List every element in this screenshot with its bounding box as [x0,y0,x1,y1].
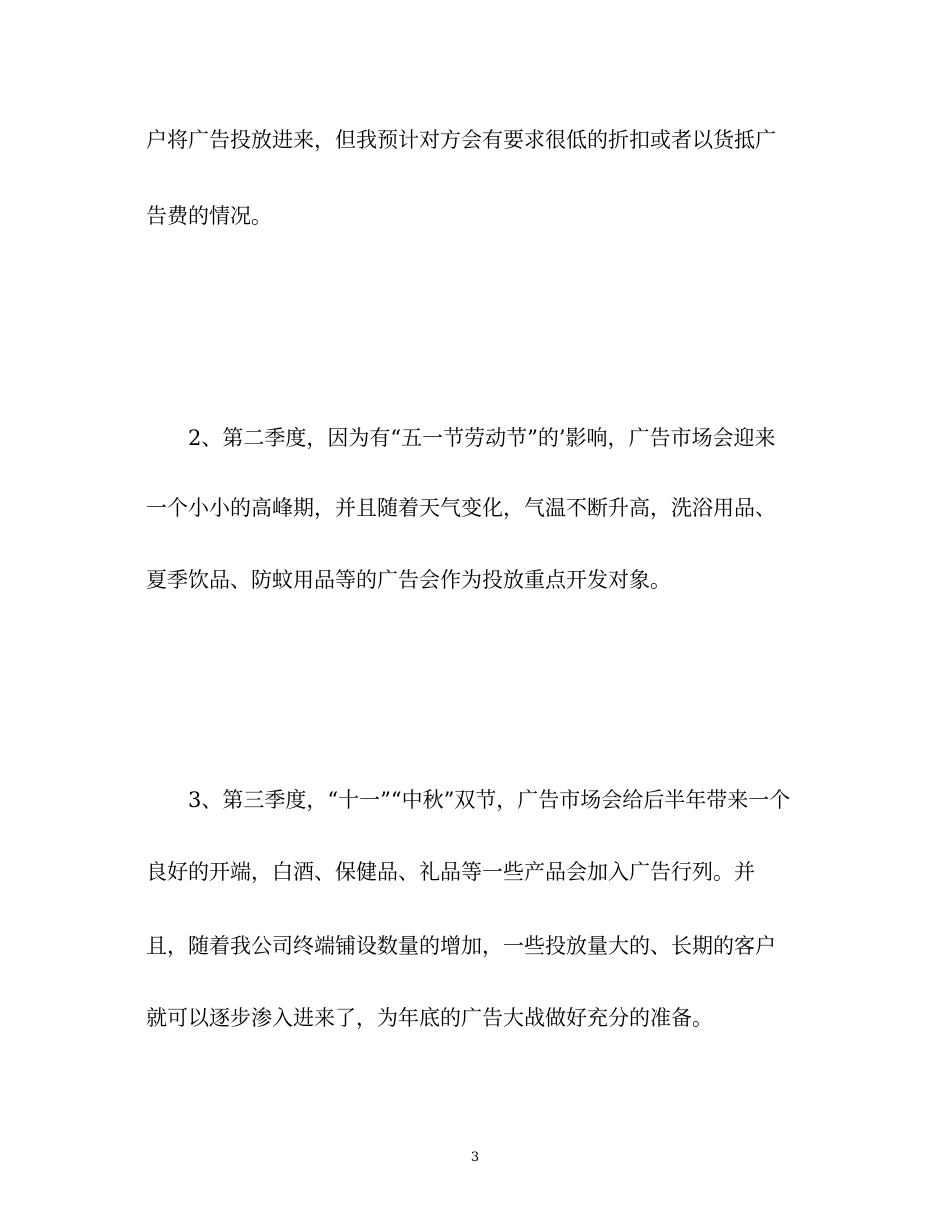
paragraph-2-line-1: 2、第二季度，因为有“五一节劳动节”的’影响，广告市场会迎来 [188,426,776,450]
paragraph-3-line-4: 就可以逐步渗入进来了，为年底的广告大战做好充分的准备。 [146,1006,713,1030]
paragraph-3-line-1: 3、第三季度，“十一”“中秋”双节，广告市场会给后半年带来一个 [188,788,791,812]
paragraph-1-line-2: 告费的情况。 [146,204,272,228]
page-number: 3 [470,1150,480,1165]
paragraph-2-line-2: 一个小小的高峰期，并且随着天气变化，气温不断升高，洗浴用品、 [146,496,776,520]
paragraph-3-line-2: 良好的开端，白酒、保健品、礼品等一些产品会加入广告行列。并 [146,860,755,884]
paragraph-2-line-3: 夏季饮品、防蚊用品等的广告会作为投放重点开发对象。 [146,568,671,592]
paragraph-1-line-1: 户将广告投放进来，但我预计对方会有要求很低的折扣或者以货抵广 [146,128,776,152]
paragraph-3-line-3: 且，随着我公司终端铺设数量的增加，一些投放量大的、长期的客户 [146,934,776,958]
